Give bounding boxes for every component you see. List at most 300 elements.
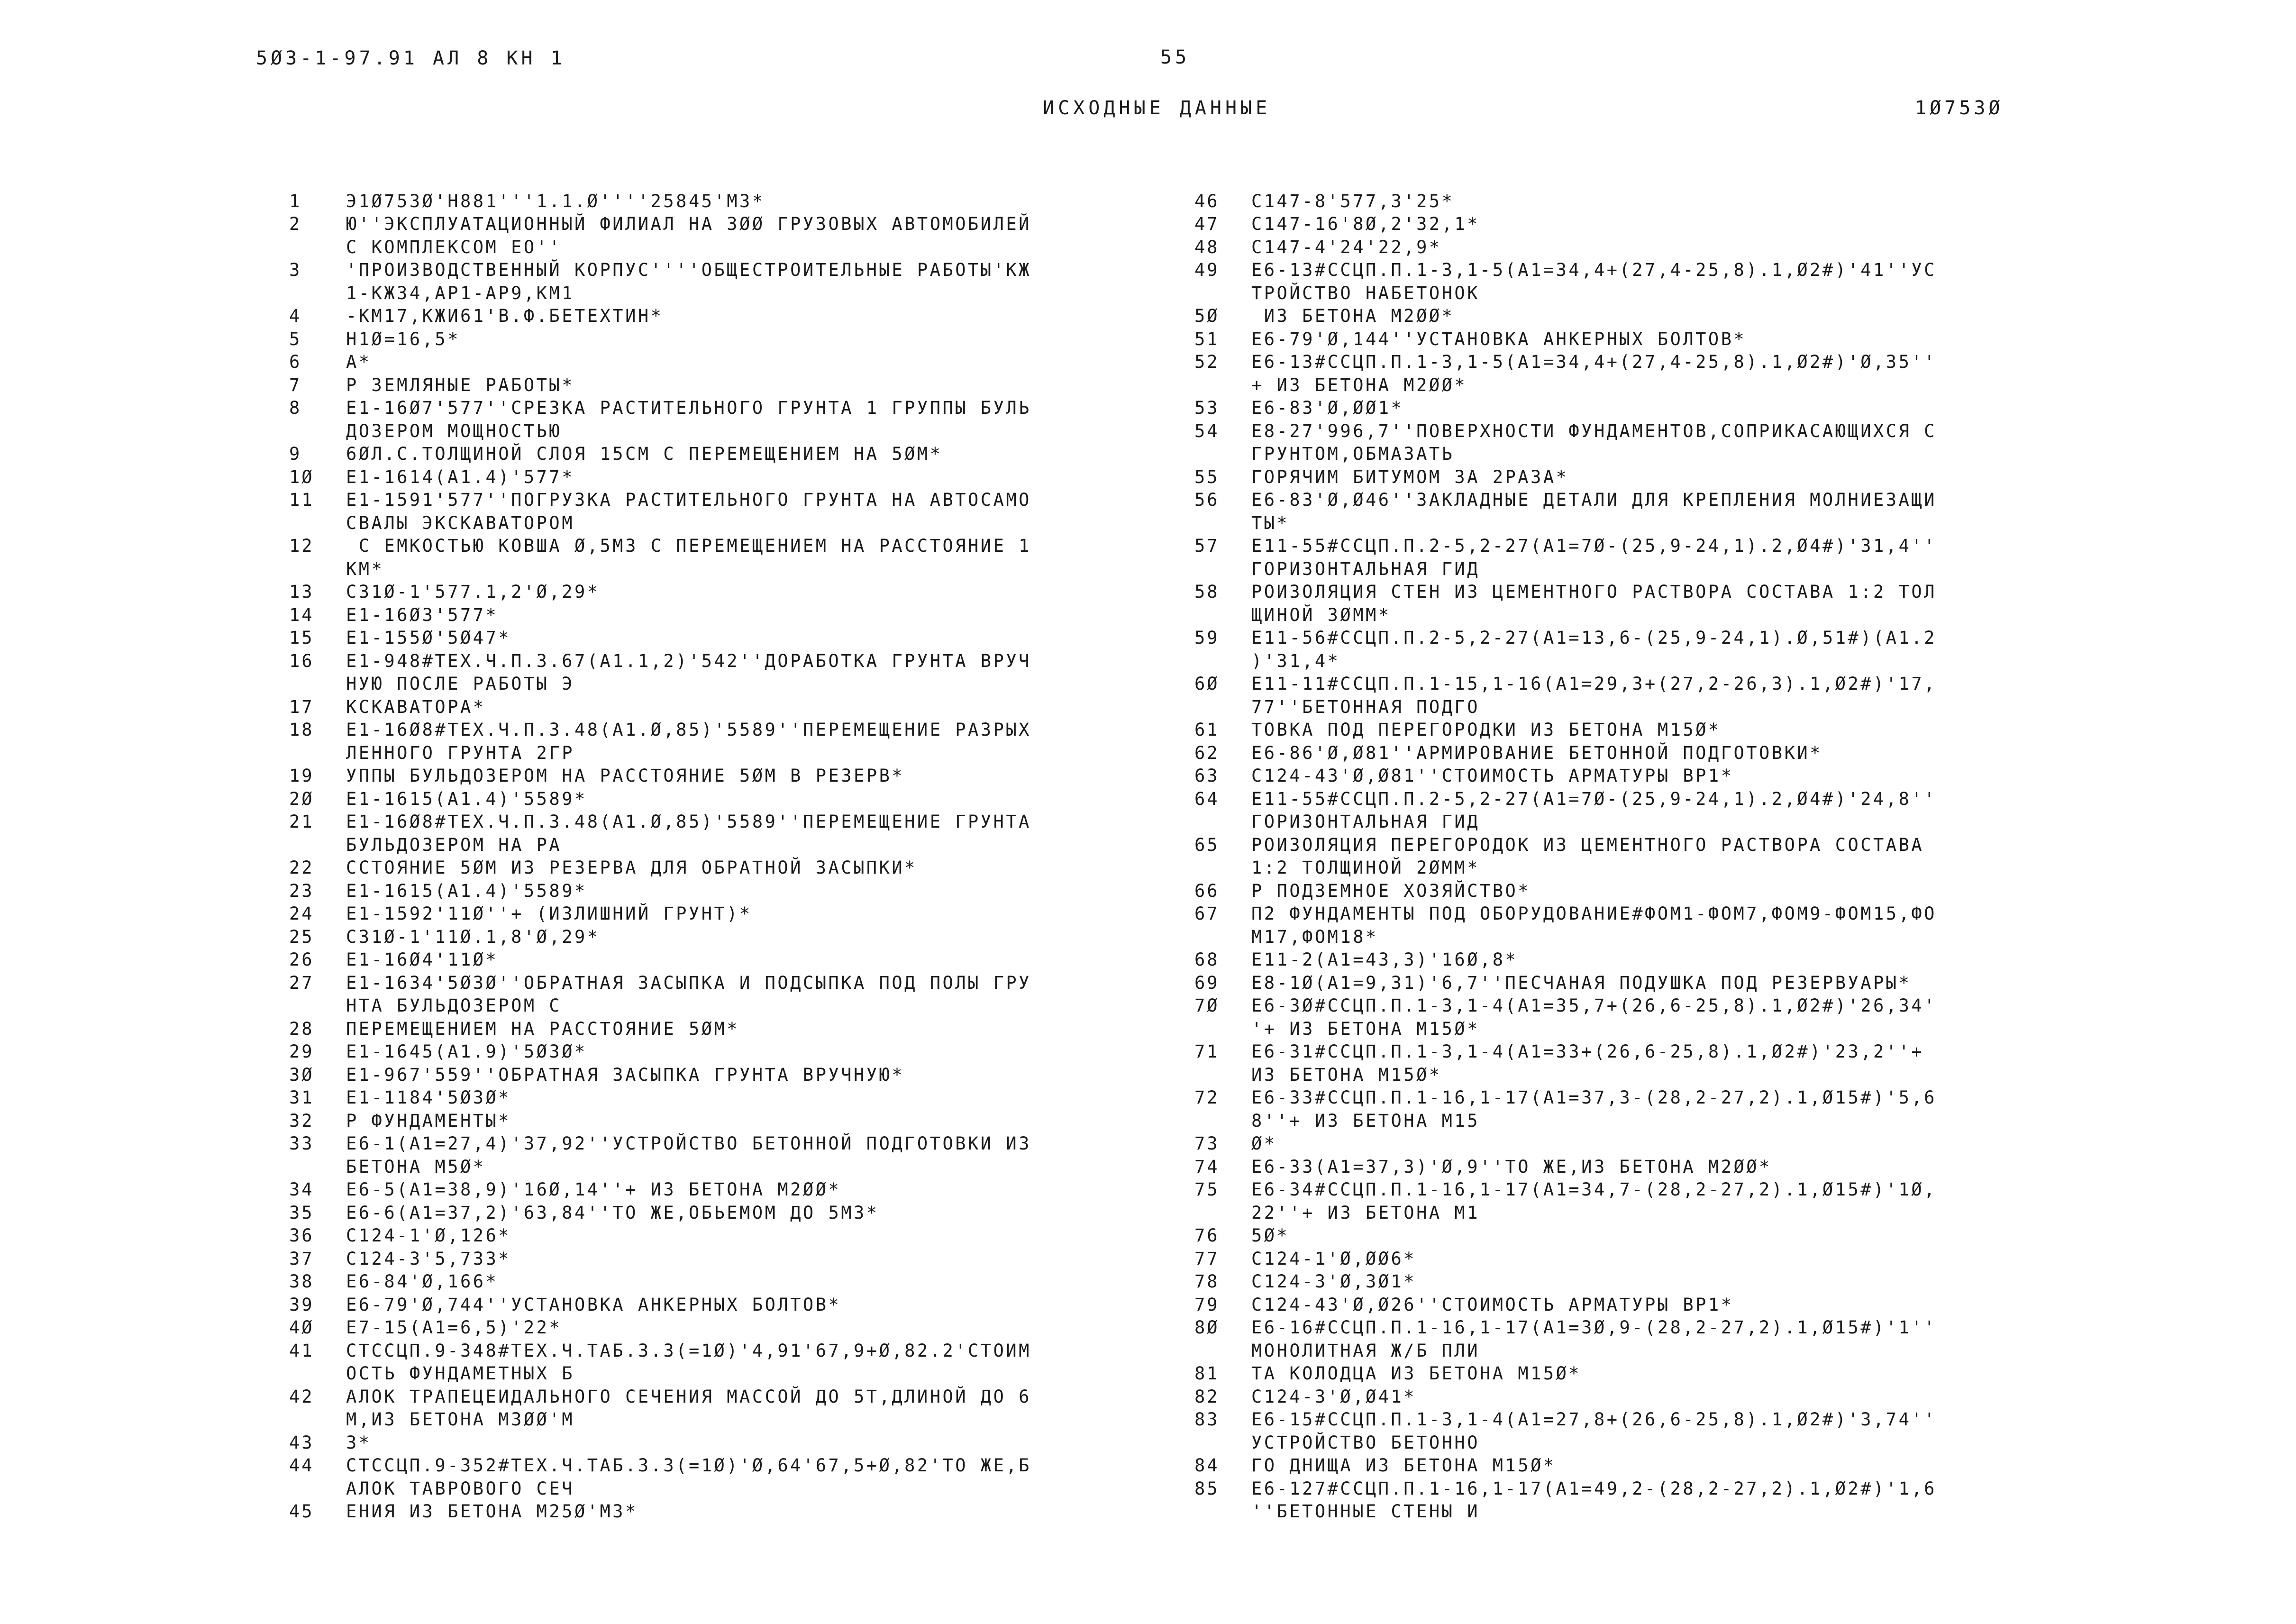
line-text: 1-КЖ34,АР1-АР9,КМ1 [346,283,574,303]
source-line [1194,1477,1937,1500]
line-number: 77 [1194,1248,1220,1269]
source-line [1194,949,1937,972]
line-number: 58 [1194,582,1220,602]
line-number: 57 [1194,536,1220,557]
source-line [1194,557,1937,581]
source-line [289,1247,1031,1270]
source-line [1194,1040,1937,1064]
source-line [289,190,1031,213]
line-number: 55 [1194,466,1220,487]
source-line [1194,351,1937,374]
line-text: ТРОЙСТВО НАБЕТОНОК [1251,283,1480,303]
line-text: С124-3'5,733* [346,1248,511,1269]
source-line [1194,1201,1937,1224]
line-number: 6 [289,352,302,373]
line-text: МОНОЛИТНАЯ Ж/Б ПЛИ [1251,1340,1480,1361]
line-text: -КМ17,КЖИ61'В.Ф.БЕТЕХТИН* [346,306,664,327]
line-text: Е1-16Ø7'577''СРЕЗКА РАСТИТЕЛЬНОГО ГРУНТА 1 ГРУППЫ БУЛЬ [346,398,1031,419]
line-text: С124-1'Ø,126* [346,1225,511,1246]
line-text: УППЫ БУЛЬДОЗЕРОМ НА РАССТОЯНИЕ 5ØМ В РЕЗЕРВ* [346,766,905,786]
line-number: 33 [289,1133,314,1154]
line-text: Е6-34#ССЦП.П.1-16,1-17(А1=34,7-(28,2-27,2).1,Ø15#)'1Ø, [1251,1179,1937,1200]
source-line [289,741,1031,765]
line-number: 76 [1194,1225,1220,1246]
line-text: Е6-16#ССЦП.П.1-16,1-17(А1=3Ø,9-(28,2-27,2).1,Ø15#)'1'' [1251,1317,1937,1338]
line-text: Ю''ЭКСПЛУАТАЦИОННЫЙ ФИЛИАЛ НА 3ØØ ГРУЗОВЫХ АВТОМОБИЛЕЙ [346,214,1031,235]
line-number: 24 [289,903,314,924]
line-text: Е6-33(А1=37,3)'Ø,9''ТО ЖЕ,ИЗ БЕТОНА М2ØØ* [1251,1156,1772,1177]
source-line [1194,603,1937,627]
line-text: С124-43'Ø,Ø81''СТОИМОСТЬ АРМАТУРЫ ВР1* [1251,766,1734,786]
line-text: С ЕМКОСТЬЮ КОВША Ø,5М3 С ПЕРЕМЕЩЕНИЕМ НА РАССТОЯНИЕ 1 [346,536,1031,557]
source-line [289,1109,1031,1132]
source-line [1194,1293,1937,1316]
source-line [289,1316,1031,1340]
line-number: 27 [289,972,314,993]
line-text: БЕТОНА М5Ø* [346,1156,486,1177]
source-line [1194,1270,1937,1294]
line-text: РОИЗОЛЯЦИЯ СТЕН ИЗ ЦЕМЕНТНОГО РАСТВОРА СОСТАВА 1:2 ТОЛ [1251,582,1937,602]
source-line [289,879,1031,903]
line-text: 5Ø* [1251,1225,1290,1246]
source-line [289,397,1031,420]
source-line [1194,971,1937,994]
line-number: 5Ø [1194,306,1220,327]
line-text: СТССЦП.9-348#ТЕХ.Ч.ТАБ.3.3(=1Ø)'4,91'67,9+Ø,82.2'СТОИМ [346,1340,1031,1361]
line-text: ГОРИЗОНТАЛЬНАЯ ГИД [1251,812,1480,832]
source-line [1194,627,1937,650]
source-line [1194,489,1937,512]
line-number: 4Ø [289,1317,314,1338]
line-text: Е6-5(А1=38,9)'16Ø,14''+ ИЗ БЕТОНА М2ØØ* [346,1179,841,1200]
source-line [289,1086,1031,1110]
line-text: НТА БУЛЬДОЗЕРОМ С [346,995,562,1016]
source-line [289,581,1031,604]
line-number: 14 [289,604,314,625]
line-text: Е1-1591'577''ПОГРУЗКА РАСТИТЕЛЬНОГО ГРУНТА НА АВТОСАМО [346,490,1031,511]
line-number: 62 [1194,742,1220,763]
line-text: ЕНИЯ ИЗ БЕТОНА М25Ø'М3* [346,1501,638,1522]
line-text: Е6-33#ССЦП.П.1-16,1-17(А1=37,3-(28,2-27,2).1,Ø15#)'5,6 [1251,1087,1937,1108]
line-number: 32 [289,1110,314,1131]
source-line [1194,673,1937,696]
line-text: Е8-1Ø(А1=9,31)'6,7''ПЕСЧАНАЯ ПОДУШКА ПОД РЕЗЕРВУАРЫ* [1251,972,1912,993]
source-line [1194,1454,1937,1478]
source-line [1194,1017,1937,1040]
line-text: ТЫ* [1251,512,1290,533]
source-line [289,1500,1031,1524]
line-number: 66 [1194,880,1220,901]
line-number: 37 [289,1248,314,1269]
source-line [289,443,1031,466]
line-text: ТА КОЛОДЦА ИЗ БЕТОНА М15Ø* [1251,1363,1582,1384]
line-number: 78 [1194,1271,1220,1292]
source-line [289,1385,1031,1408]
line-text: Е6-83'Ø,Ø46''ЗАКЛАДНЫЕ ДЕТАЛИ ДЛЯ КРЕПЛЕНИЯ МОЛНИЕЗАЩИ [1251,490,1937,511]
line-number: 69 [1194,972,1220,993]
line-text: 1:2 ТОЛЩИНОЙ 2ØММ* [1251,858,1480,878]
line-text: Э1Ø753Ø'Н881'''1.1.Ø''''25845'М3* [346,191,765,211]
line-text: Е1-1634'5Ø3Ø''ОБРАТНАЯ ЗАСЫПКА И ПОДСЫПКА ПОД ПОЛЫ ГРУ [346,972,1031,993]
line-number: 38 [289,1271,314,1292]
line-number: 13 [289,582,314,602]
line-text: Е6-79'Ø,144''УСТАНОВКА АНКЕРНЫХ БОЛТОВ* [1251,328,1747,349]
line-number: 7 [289,374,302,395]
line-number: 34 [289,1179,314,1200]
line-text: ''БЕТОННЫЕ СТЕНЫ И [1251,1501,1480,1522]
source-line [1194,787,1937,811]
line-text: С31Ø-1'11Ø.1,8'Ø,29* [346,926,600,947]
line-text: Е6-15#ССЦП.П.1-3,1-4(А1=27,8+(26,6-25,8).1,Ø2#)'3,74'' [1251,1409,1937,1430]
line-number: 3Ø [289,1064,314,1085]
line-text: Е1-1592'11Ø''+ (ИЗЛИШНИЙ ГРУНТ)* [346,903,752,924]
line-text: Е6-86'Ø,Ø81''АРМИРОВАНИЕ БЕТОННОЙ ПОДГОТОВКИ* [1251,742,1822,763]
line-number: 51 [1194,328,1220,349]
source-line [1194,1431,1937,1454]
line-number: 39 [289,1294,314,1315]
line-number: 85 [1194,1478,1220,1499]
line-text: 22''+ ИЗ БЕТОНА М1 [1251,1202,1480,1223]
line-text: Е1-16Ø8#ТЕХ.Ч.П.3.48(А1.Ø,85)'5589''ПЕРЕМЕЩЕНИЕ РАЗРЫХ [346,720,1031,740]
line-text: Е11-55#ССЦП.П.2-5,2-27(А1=7Ø-(25,9-24,1).2,Ø4#)'24,8'' [1251,788,1937,809]
source-line [289,1040,1031,1064]
line-text: С147-16'8Ø,2'32,1* [1251,214,1480,235]
page-title: ИСХОДНЫЕ ДАННЫЕ [1043,97,1271,119]
source-line [289,833,1031,857]
line-number: 65 [1194,834,1220,855]
line-number: 22 [289,858,314,878]
source-line [289,1339,1031,1362]
line-text: 3* [346,1432,372,1453]
line-text: ГРУНТОМ,ОБМАЗАТЬ [1251,444,1455,465]
line-text: Н1Ø=16,5* [346,328,460,349]
line-number: 81 [1194,1363,1220,1384]
source-line [289,1132,1031,1156]
line-text: Е6-13#ССЦП.П.1-3,1-5(А1=34,4+(27,4-25,8).1,Ø2#)'Ø,35'' [1251,352,1937,373]
line-number: 8 [289,398,302,419]
source-line [289,305,1031,328]
line-text: УСТРОЙСТВО БЕТОННО [1251,1432,1480,1453]
line-number: 21 [289,812,314,832]
source-line [289,535,1031,558]
line-number: 17 [289,696,314,717]
line-number: 53 [1194,398,1220,419]
source-line [1194,213,1937,236]
line-text: 77''БЕТОННАЯ ПОДГО [1251,696,1480,717]
line-text: Е1-967'559''ОБРАТНАЯ ЗАСЫПКА ГРУНТА ВРУЧНУЮ* [346,1064,905,1085]
line-text: 6ØЛ.С.ТОЛЩИНОЙ СЛОЯ 15СМ С ПЕРЕМЕЩЕНИЕМ НА 5ØМ* [346,444,943,465]
line-text: АЛОК ТРАПЕЦЕИДАЛЬНОГО СЕЧЕНИЯ МАССОЙ ДО 5Т,ДЛИНОЙ ДО 6 [346,1386,1031,1407]
source-line [1194,1178,1937,1202]
source-line [289,627,1031,650]
source-line [1194,581,1937,604]
source-line [1194,1132,1937,1156]
line-number: 9 [289,444,302,465]
source-line [1194,1362,1937,1386]
line-text: РОИЗОЛЯЦИЯ ПЕРЕГОРОДОК ИЗ ЦЕМЕНТНОГО РАСТВОРА СОСТАВА [1251,834,1924,855]
line-text: Е1-155Ø'5Ø47* [346,628,511,648]
source-line [1194,305,1937,328]
line-text: М,ИЗ БЕТОНА М3ØØ'М [346,1409,574,1430]
line-number: 54 [1194,420,1220,441]
source-line [1194,1385,1937,1408]
line-text: НУЮ ПОСЛЕ РАБОТЫ Э [346,674,574,694]
source-line [289,673,1031,696]
line-number: 19 [289,766,314,786]
line-text: Р ПОДЗЕМНОЕ ХОЗЯЙСТВО* [1251,880,1531,901]
source-line [1194,765,1937,788]
source-line [289,1155,1031,1178]
source-line [1194,1224,1937,1248]
source-line [289,857,1031,880]
line-number: 16 [289,650,314,671]
source-line [289,1454,1031,1478]
source-line [289,328,1031,351]
source-line [1194,925,1937,949]
line-text: 8''+ ИЗ БЕТОНА М15 [1251,1110,1480,1131]
line-number: 11 [289,490,314,511]
line-text: С124-3'Ø,3Ø1* [1251,1271,1417,1292]
line-number: 49 [1194,260,1220,281]
source-line [289,213,1031,236]
source-line [1194,719,1937,742]
line-text: Ø* [1251,1133,1277,1154]
line-text: С147-8'577,3'25* [1251,191,1455,211]
source-line [1194,1155,1937,1178]
source-line [1194,833,1937,857]
source-line [289,695,1031,719]
source-line [1194,190,1937,213]
line-number: 3 [289,260,302,281]
line-number: 1 [289,191,302,211]
source-line [1194,879,1937,903]
line-number: 48 [1194,237,1220,257]
source-line [1194,1247,1937,1270]
line-number: 35 [289,1202,314,1223]
line-text: ДОЗЕРОМ МОЩНОСТЬЮ [346,420,562,441]
source-line [1194,1408,1937,1432]
line-number: 84 [1194,1455,1220,1476]
source-line [289,811,1031,834]
line-text: ИЗ БЕТОНА М15Ø* [1251,1064,1442,1085]
line-text: ЛЕННОГО ГРУНТА 2ГР [346,742,574,763]
source-line [289,925,1031,949]
line-number: 12 [289,536,314,557]
line-text: АЛОК ТАВРОВОГО СЕЧ [346,1478,574,1499]
source-line [1194,465,1937,489]
document-identifier: 1Ø753Ø [1915,97,2004,119]
right-column [1194,190,1937,1523]
line-text: Е1-16Ø3'577* [346,604,499,625]
line-text: Е1-1645(А1.9)'5Ø3Ø* [346,1041,587,1062]
line-number: 7Ø [1194,995,1220,1016]
source-line [1194,1109,1937,1132]
line-text: Е11-11#ССЦП.П.1-15,1-16(А1=29,3+(27,2-26,3).1,Ø2#)'17, [1251,674,1937,694]
line-number: 23 [289,880,314,901]
line-number: 42 [289,1386,314,1407]
line-text: Е6-31#ССЦП.П.1-3,1-4(А1=33+(26,6-25,8).1,Ø2#)'23,2''+ [1251,1041,1924,1062]
line-text: ИЗ БЕТОНА М2ØØ* [1251,306,1455,327]
document-code: 5Ø3-1-97.91 АЛ 8 КН 1 [256,47,565,69]
source-line [1194,1500,1937,1524]
source-line [289,994,1031,1018]
source-line [1194,994,1937,1018]
source-line [1194,1063,1937,1086]
source-line [289,1201,1031,1224]
source-line [1194,1339,1937,1362]
source-line [289,236,1031,259]
line-number: 29 [289,1041,314,1062]
source-line [289,719,1031,742]
line-text: Е1-16Ø4'11Ø* [346,949,499,970]
line-number: 72 [1194,1087,1220,1108]
source-line [1194,695,1937,719]
line-number: 47 [1194,214,1220,235]
line-number: 56 [1194,490,1220,511]
source-line [289,949,1031,972]
line-number: 68 [1194,949,1220,970]
source-line [1194,374,1937,397]
line-text: С КОМПЛЕКСОМ ЕО'' [346,237,562,257]
line-number: 2 [289,214,302,235]
line-number: 8Ø [1194,1317,1220,1338]
line-text: КМ* [346,558,384,579]
line-text: + ИЗ БЕТОНА М2ØØ* [1251,374,1467,395]
line-text: )'31,4* [1251,650,1340,671]
line-number: 6Ø [1194,674,1220,694]
line-text: 'ПРОИЗВОДСТВЕННЫЙ КОРПУС''''ОБЩЕСТРОИТЕЛЬНЫЕ РАБОТЫ'КЖ [346,260,1031,281]
line-text: ГОРИЗОНТАЛЬНАЯ ГИД [1251,558,1480,579]
line-text: БУЛЬДОЗЕРОМ НА РА [346,834,562,855]
line-text: Е8-27'996,7''ПОВЕРХНОСТИ ФУНДАМЕНТОВ,СОПРИКАСАЮЩИХСЯ С [1251,420,1937,441]
line-text: С31Ø-1'577.1,2'Ø,29* [346,582,600,602]
source-line [1194,1086,1937,1110]
source-line [1194,259,1937,282]
source-line [1194,397,1937,420]
line-text: СВАЛЫ ЭКСКАВАТОРОМ [346,512,574,533]
line-number: 26 [289,949,314,970]
line-text: Е11-55#ССЦП.П.2-5,2-27(А1=7Ø-(25,9-24,1).2,Ø4#)'31,4'' [1251,536,1937,557]
source-line [289,1224,1031,1248]
line-text: Р ЗЕМЛЯНЫЕ РАБОТЫ* [346,374,574,395]
line-text: Е1-948#ТЕХ.Ч.П.3.67(А1.1,2)'542''ДОРАБОТКА ГРУНТА ВРУЧ [346,650,1031,671]
source-line [289,282,1031,305]
line-text: Е6-84'Ø,166* [346,1271,499,1292]
source-line [1194,1316,1937,1340]
line-number: 83 [1194,1409,1220,1430]
line-number: 52 [1194,352,1220,373]
source-line [289,787,1031,811]
line-text: Е11-56#ССЦП.П.2-5,2-27(А1=13,6-(25,9-24,1).Ø,51#)(А1.2 [1251,628,1937,648]
line-number: 59 [1194,628,1220,648]
source-line [289,903,1031,926]
source-line [289,1270,1031,1294]
line-text: ПЕРЕМЕЩЕНИЕМ НА РАССТОЯНИЕ 5ØМ* [346,1018,740,1039]
line-number: 82 [1194,1386,1220,1407]
line-number: 46 [1194,191,1220,211]
line-text: ОСТЬ ФУНДАМЕТНЫХ Б [346,1363,574,1384]
source-line [289,1408,1031,1432]
line-text: Е1-1184'5Ø3Ø* [346,1087,511,1108]
source-line [1194,443,1937,466]
line-text: Е6-6(А1=37,2)'63,84''ТО ЖЕ,ОБЬЕМОМ ДО 5М3* [346,1202,879,1223]
line-text: Е11-2(А1=43,3)'16Ø,8* [1251,949,1518,970]
line-text: Е1-1615(А1.4)'5589* [346,880,587,901]
line-text: Е6-13#ССЦП.П.1-3,1-5(А1=34,4+(27,4-25,8).1,Ø2#)'41''УС [1251,260,1937,281]
source-line [1194,236,1937,259]
source-line [289,603,1031,627]
line-text: '+ ИЗ БЕТОНА М15Ø* [1251,1018,1480,1039]
source-line [1194,511,1937,535]
line-text: СТССЦП.9-352#ТЕХ.Ч.ТАБ.3.3(=1Ø)'Ø,64'67,5+Ø,82'ТО ЖЕ,Б [346,1455,1031,1476]
line-text: Е1-1614(А1.4)'577* [346,466,574,487]
line-number: 41 [289,1340,314,1361]
line-number: 64 [1194,788,1220,809]
source-line [1194,535,1937,558]
line-number: 15 [289,628,314,648]
line-text: С124-1'Ø,ØØ6* [1251,1248,1417,1269]
line-text: Е6-79'Ø,744''УСТАНОВКА АНКЕРНЫХ БОЛТОВ* [346,1294,841,1315]
line-text: С147-4'24'22,9* [1251,237,1442,257]
source-line [289,1293,1031,1316]
line-text: Е1-1615(А1.4)'5589* [346,788,587,809]
source-line [289,1017,1031,1040]
line-text: П2 ФУНДАМЕНТЫ ПОД ОБОРУДОВАНИЕ#ФОМ1-ФОМ7,ФОМ9-ФОМ15,ФО [1251,903,1937,924]
source-line [289,259,1031,282]
source-line [289,489,1031,512]
line-number: 44 [289,1455,314,1476]
line-text: Е6-3Ø#ССЦП.П.1-3,1-4(А1=35,7+(26,6-25,8).1,Ø2#)'26,34' [1251,995,1937,1016]
line-text: А* [346,352,372,373]
line-text: Е1-16Ø8#ТЕХ.Ч.П.3.48(А1.Ø,85)'5589''ПЕРЕМЕЩЕНИЕ ГРУНТА [346,812,1031,832]
source-line [289,465,1031,489]
source-line [1194,282,1937,305]
line-text: ГО ДНИЩА ИЗ БЕТОНА М15Ø* [1251,1455,1556,1476]
line-text: М17,ФОМ18* [1251,926,1378,947]
line-number: 18 [289,720,314,740]
line-number: 1Ø [289,466,314,487]
source-line [289,557,1031,581]
left-column [289,190,1031,1523]
line-number: 74 [1194,1156,1220,1177]
page-number: 55 [1160,46,1190,68]
source-line [289,374,1031,397]
line-text: Р ФУНДАМЕНТЫ* [346,1110,511,1131]
line-number: 4 [289,306,302,327]
line-number: 25 [289,926,314,947]
line-number: 45 [289,1501,314,1522]
line-text: ЩИНОЙ 3ØММ* [1251,604,1391,625]
source-line [289,1477,1031,1500]
line-text: Е7-15(А1=6,5)'22* [346,1317,562,1338]
line-text: КСКАВАТОРА* [346,696,486,717]
source-line [289,420,1031,443]
line-number: 63 [1194,766,1220,786]
line-text: ТОВКА ПОД ПЕРЕГОРОДКИ ИЗ БЕТОНА М15Ø* [1251,720,1721,740]
source-line [289,1431,1031,1454]
line-number: 28 [289,1018,314,1039]
source-line [289,765,1031,788]
line-number: 5 [289,328,302,349]
line-number: 71 [1194,1041,1220,1062]
source-line [1194,741,1937,765]
line-text: Е6-1(А1=27,4)'37,92''УСТРОЙСТВО БЕТОННОЙ ПОДГОТОВКИ ИЗ [346,1133,1031,1154]
line-text: Е6-83'Ø,ØØ1* [1251,398,1404,419]
source-line [1194,811,1937,834]
line-number: 2Ø [289,788,314,809]
line-text: Е6-127#ССЦП.П.1-16,1-17(А1=49,2-(28,2-27,2).1,Ø2#)'1,6 [1251,1478,1937,1499]
line-text: ГОРЯЧИМ БИТУМОМ ЗА 2РАЗА* [1251,466,1569,487]
